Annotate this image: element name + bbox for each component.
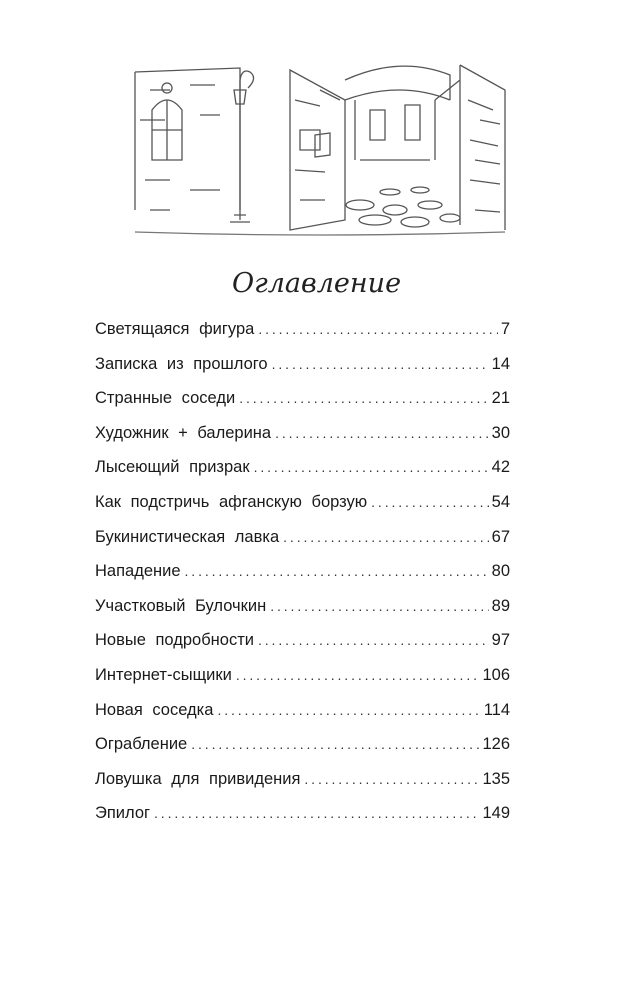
toc-entry-page: 54 bbox=[491, 492, 510, 511]
toc-leader-dots bbox=[154, 796, 479, 831]
toc-entry-title: Новые подробности bbox=[95, 631, 254, 650]
toc-entry-page: 97 bbox=[491, 631, 510, 650]
toc-leader-dots bbox=[258, 623, 489, 658]
toc-entry-page: 42 bbox=[491, 458, 510, 477]
toc-entry bbox=[95, 554, 510, 589]
toc-leader-dots bbox=[191, 727, 479, 762]
toc-leader-dots bbox=[185, 554, 489, 589]
toc-entry bbox=[95, 381, 510, 416]
street-alley-illustration bbox=[130, 60, 510, 240]
toc-entry-page: 7 bbox=[500, 320, 510, 338]
toc-title: Оглавление bbox=[231, 268, 402, 299]
toc-leader-dots bbox=[272, 347, 489, 382]
toc-entry-page: 30 bbox=[491, 423, 510, 442]
toc-leader-dots bbox=[304, 762, 479, 797]
toc-entry-page: 114 bbox=[483, 700, 510, 719]
toc-entry-title: Букинистическая лавка bbox=[95, 527, 280, 546]
toc-leader-dots bbox=[236, 658, 480, 693]
toc-entry-page: 14 bbox=[491, 354, 510, 373]
toc-entry-title: Участковый Булочкин bbox=[95, 596, 267, 615]
toc-entry bbox=[95, 796, 510, 831]
toc-entry-title: Странные соседи bbox=[95, 389, 236, 408]
toc-entry bbox=[95, 485, 510, 520]
toc-entry-page: 126 bbox=[482, 735, 510, 754]
toc-entry bbox=[95, 727, 510, 762]
toc-entry-title: Художник + балерина bbox=[95, 423, 272, 442]
toc-entry-title: Новая соседка bbox=[95, 700, 214, 719]
toc-entry bbox=[95, 450, 510, 485]
toc-entry-title: Как подстричь афганскую борзую bbox=[95, 492, 368, 511]
toc-leader-dots bbox=[217, 693, 480, 728]
toc-entry bbox=[95, 312, 510, 347]
toc-entry bbox=[95, 762, 510, 797]
toc-entry-title: Интернет-сыщики bbox=[95, 665, 232, 684]
toc-entry bbox=[95, 693, 510, 728]
toc-entry-title: Светящаяся фигура bbox=[95, 320, 255, 338]
toc-entry bbox=[95, 520, 510, 555]
toc-entry-title: Эпилог bbox=[95, 804, 151, 823]
table-of-contents bbox=[95, 312, 510, 831]
toc-entry-page: 67 bbox=[491, 527, 510, 546]
toc-entry-page: 21 bbox=[491, 389, 510, 408]
toc-entry bbox=[95, 623, 510, 658]
toc-entry-page: 106 bbox=[482, 665, 510, 684]
toc-leader-dots bbox=[275, 416, 489, 451]
toc-entry-page: 135 bbox=[482, 769, 510, 788]
toc-leader-dots bbox=[254, 450, 489, 485]
toc-leader-dots bbox=[283, 520, 489, 555]
toc-entry-title: Нападение bbox=[95, 562, 181, 581]
toc-entry-title: Ограбление bbox=[95, 735, 188, 754]
toc-entry-page: 149 bbox=[482, 804, 510, 823]
toc-entry bbox=[95, 416, 510, 451]
toc-leader-dots bbox=[371, 485, 489, 520]
toc-entry bbox=[95, 347, 510, 382]
toc-entry bbox=[95, 658, 510, 693]
toc-entry-title: Лысеющий призрак bbox=[95, 458, 250, 477]
toc-leader-dots bbox=[239, 381, 488, 416]
toc-entry-title: Ловушка для привидения bbox=[95, 769, 301, 788]
toc-entry-page: 80 bbox=[491, 562, 510, 581]
toc-entry-title: Записка из прошлого bbox=[95, 354, 268, 373]
toc-entry-page: 89 bbox=[491, 596, 510, 615]
toc-entry bbox=[95, 589, 510, 624]
toc-leader-dots bbox=[270, 589, 488, 624]
toc-leader-dots bbox=[258, 312, 498, 347]
